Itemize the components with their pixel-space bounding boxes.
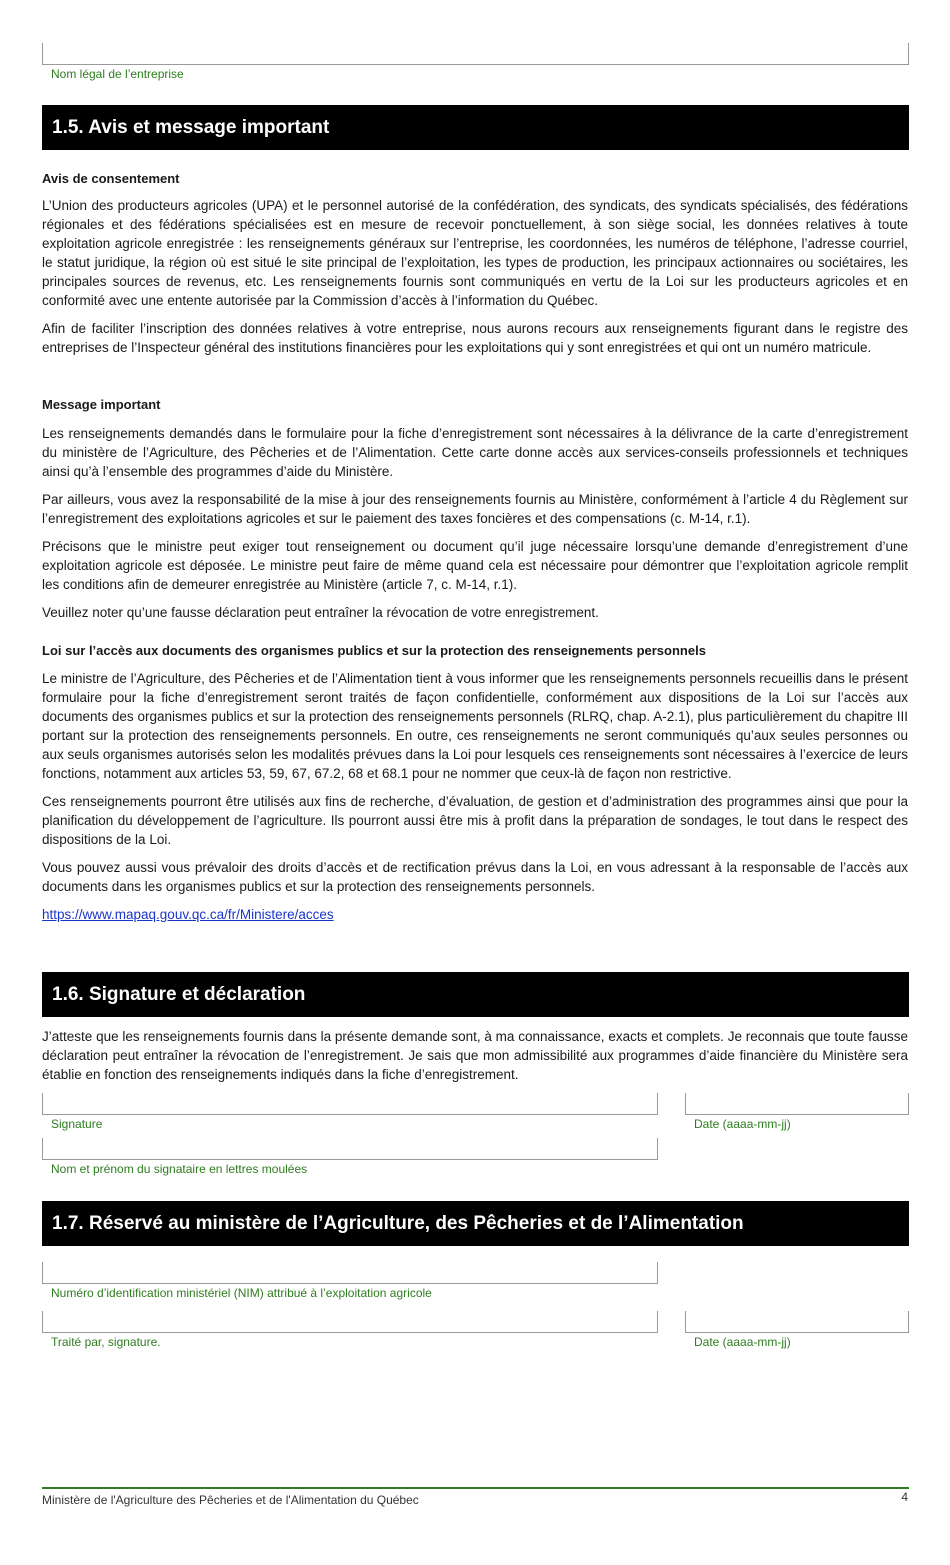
signature-date-label: Date (aaaa-mm-jj) [694, 1117, 791, 1131]
important-paragraph-4: Veuillez noter qu’une fausse déclaration peut entraîner la révocation de votre enregistrement. [42, 605, 599, 620]
important-paragraph-3: Précisons que le ministre peut exiger tout renseignement ou document qu’il juge nécessaire lorsqu’une demande d’enregistrement d’une exploitation agricole est déposée. Le ministre peut faire de même quand cela est nécessaire pour démontrer que l’exploitation agricole remplit les conditions afin de demeurer enregistrée au Ministère (article 7, c. M-14, r.1). [42, 539, 908, 592]
important-paragraph-2: Par ailleurs, vous avez la responsabilité de la mise à jour des renseignements fournis au Ministère, conformément à l’article 4 du Règlement sur l’enregistrement des exploitations agricoles et sur le paiement des taxes foncières et des compensations (c. M-14, r.1). [42, 492, 908, 526]
legal-name-label: Nom légal de l’entreprise [51, 67, 184, 81]
section-1-5-header: 1.5. Avis et message important [42, 105, 909, 150]
section-1-7-header: 1.7. Réservé au ministère de l’Agriculture, des Pêcheries et de l’Alimentation [42, 1201, 909, 1246]
treated-date-field[interactable] [685, 1311, 909, 1333]
law-paragraph-2: Ces renseignements pourront être utilisés aux fins de recherche, d’évaluation, de gestion et d’administration des programmes ainsi que pour la planification du développement de l’agriculture. Ils pourront aussi être mis à profit dans la préparation de sondages, le tout dans le respect des dispositions de la Loi. [42, 794, 908, 847]
treated-by-label: Traité par, signature. [51, 1335, 161, 1349]
law-heading: Loi sur l’accès aux documents des organismes publics et sur la protection des renseignements personnels [42, 643, 706, 658]
footer-ministry: Ministère de l'Agriculture des Pêcheries et de l'Alimentation du Québec [42, 1493, 419, 1507]
legal-name-field[interactable] [42, 43, 909, 65]
consent-paragraph-1: L’Union des producteurs agricoles (UPA) et le personnel autorisé de la confédération, des syndicats, des syndicats spécialisés, des fédérations régionales et des fédérations spécialisées est en mesure de recevoir ponctuellement, à son siège social, les données relatives à toute exploitation agricole enregistrée : les renseignements généraux sur l’entreprise, les coordonnées, les numéros de téléphone, l’adresse courriel, le statut juridique, la région où est situé le site principal de l’exploitation, les types de production, les principaux actionnaires ou sociétaires, les principales sources de revenus, etc. Les renseignements fournis sont communiqués en vertu de la Loi sur les producteurs agricoles et en conformité avec une entente autorisée par la Commission d’accès à l’information du Québec. [42, 198, 908, 308]
signature-field[interactable] [42, 1093, 658, 1115]
important-heading: Message important [42, 397, 161, 412]
nim-field[interactable] [42, 1262, 658, 1284]
section-1-6-header: 1.6. Signature et déclaration [42, 972, 909, 1017]
consent-heading: Avis de consentement [42, 171, 180, 186]
access-link[interactable]: https://www.mapaq.gouv.qc.ca/fr/Ministere/acces [42, 907, 334, 922]
consent-paragraph-2: Afin de faciliter l’inscription des données relatives à votre entreprise, nous aurons recours aux renseignements figurant dans le registre des entreprises de l’Inspecteur général des institutions financières pour les exploitations qui y sont enregistrées et qui ont un numéro matricule. [42, 321, 908, 355]
declaration-paragraph: J’atteste que les renseignements fournis dans la présente demande sont, à ma connaissance, exacts et complets. Je reconnais que toute fausse déclaration peut entraîner la révocation de l’enregistrement. Je sais que mon admissibilité aux programmes d’aide financière du Ministère sera établie en fonction des renseignements indiqués dans la fiche d’enregistrement. [42, 1029, 908, 1082]
declaration-text [42, 1027, 908, 1093]
law-paragraph-1: Le ministre de l’Agriculture, des Pêcheries et de l’Alimentation tient à vous informer que les renseignements personnels recueillis dans le présent formulaire pour la fiche d’enregistrement seront traités de façon confidentielle, conformément aux dispositions de la Loi sur l’accès aux documents des organismes publics et sur la protection des renseignements personnels (RLRQ, chap. A-2.1), plus particulièrement du chapitre III portant sur la protection des renseignements personnels. En outre, ces renseignements ne seront communiqués qu’aux seules personnes ou aux seuls organismes autorisés selon les modalités prévues dans la Loi pour lesquels ces renseignements sont nécessaires à l’exercice de leurs fonctions, notamment aux articles 53, 59, 67, 67.2, 68 et 68.1 pour ne nommer que ceux-là de façon non restrictive. [42, 671, 908, 781]
important-paragraph-1: Les renseignements demandés dans le formulaire pour la fiche d’enregistrement sont nécessaires à la délivrance de la carte d’enregistrement du ministère de l’Agriculture, des Pêcheries et de l’Alimentation. Cette carte donne accès aux services-conseils professionnels et techniques ainsi qu’à l’ensemble des programmes d’aide du Ministère. [42, 426, 908, 479]
signature-label: Signature [51, 1117, 103, 1131]
important-text [42, 424, 908, 631]
footer-divider [42, 1487, 909, 1489]
law-text [42, 669, 908, 933]
treated-date-label: Date (aaaa-mm-jj) [694, 1335, 791, 1349]
consent-text [42, 196, 908, 366]
nim-label: Numéro d’identification ministériel (NIM) attribué à l’exploitation agricole [51, 1286, 432, 1300]
page-number: 4 [901, 1490, 908, 1504]
signatory-name-label: Nom et prénom du signataire en lettres moulées [51, 1162, 308, 1176]
law-paragraph-3: Vous pouvez aussi vous prévaloir des droits d’accès et de rectification prévus dans la Loi, en vous adressant à la responsable de l’accès aux documents dans les organismes publics et sur la protection des renseignements personnels. [42, 860, 908, 894]
signature-date-field[interactable] [685, 1093, 909, 1115]
signatory-name-field[interactable] [42, 1138, 658, 1160]
treated-by-field[interactable] [42, 1311, 658, 1333]
